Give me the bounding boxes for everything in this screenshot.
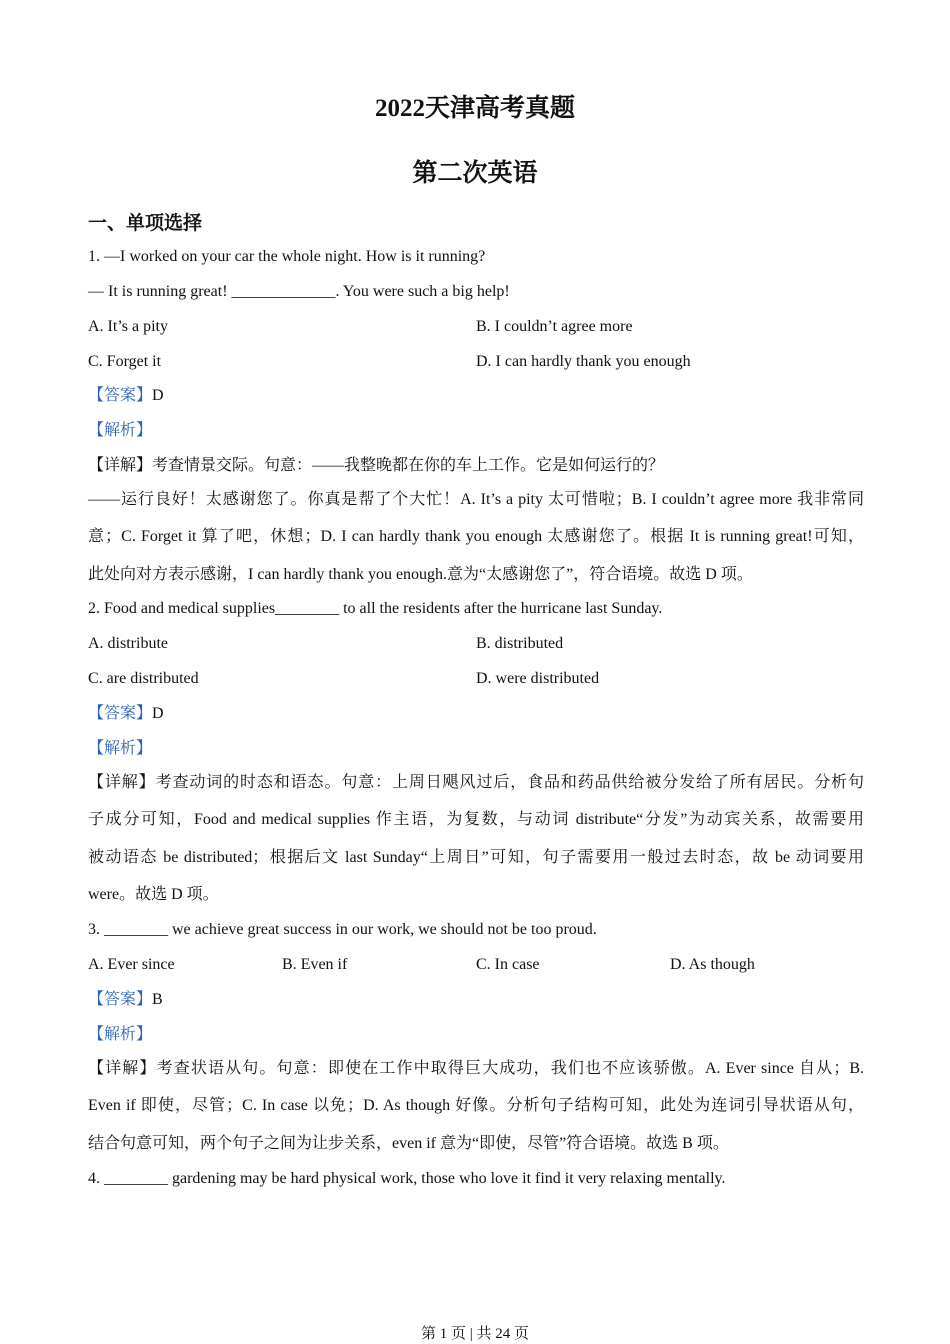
- q1-analysis: [88, 420, 864, 442]
- q2-detail-line-2: 子成分可知，Food and medical supplies 作主语，为复数，与动词 distribute“分发”为动宾关系，故需要用: [88, 811, 864, 828]
- q1-answer: [88, 385, 864, 407]
- q1-detail-line-3: 意；C. Forget it 算了吧，休想；D. I can hardly thank you enough 太感谢您了。根据 It is running great!可知，: [88, 528, 864, 545]
- q2-detail-line-3: 被动语态 be distributed；根据后文 last Sunday“上周日”可知，句子需要用一般过去时态，故 be 动词要用: [88, 849, 864, 866]
- q1-option-b: B. I couldn’t agree more: [476, 318, 633, 335]
- q3-analysis: [88, 1024, 864, 1046]
- answer-tag: 【答案】: [88, 387, 153, 404]
- q2-detail-line-1: [88, 772, 864, 794]
- q1-stem-line-2: — It is running great! _____________. You were such a big help!: [88, 283, 510, 300]
- analysis-tag: 【解析】: [88, 422, 153, 439]
- q3-answer: [88, 989, 864, 1011]
- q3-option-d: D. As though: [670, 956, 755, 973]
- q3-option-a: A. Ever since: [88, 956, 175, 973]
- q3-detail-line-2: Even if 即使，尽管；C. In case 以免；D. As though 好像。分析句子结构可知，此处为连词引导状语从句，: [88, 1097, 864, 1114]
- q1-detail-line-1: [88, 455, 864, 477]
- q1-detail-line-2: ——运行良好！太感谢您了。你真是帮了个大忙！A. It’s a pity 太可惜啦；B. I couldn’t agree more 我非常同: [88, 491, 864, 508]
- q3-stem: 3. ________ we achieve great success in our work, we should not be too proud.: [88, 921, 597, 938]
- q2-option-a: A. distribute: [88, 635, 168, 652]
- answer-value: B: [152, 991, 163, 1008]
- q3-option-b: B. Even if: [282, 956, 348, 973]
- section-heading: 一、单项选择: [88, 213, 203, 234]
- detail-text: 考查动词的时态和语态。句意：上周日飓风过后，食品和药品供给被分发给了所有居民。分析句: [155, 774, 864, 791]
- q3-option-c: C. In case: [476, 956, 540, 973]
- q2-detail-line-4: were。故选 D 项。: [88, 886, 219, 903]
- analysis-tag: 【解析】: [88, 1026, 153, 1043]
- q1-option-c: C. Forget it: [88, 353, 162, 370]
- q4-stem: 4. ________ gardening may be hard physical work, those who love it find it very relaxing mentally.: [88, 1170, 726, 1187]
- page-footer: 第 1 页 | 共 24 页: [420, 1326, 529, 1342]
- q2-option-b: B. distributed: [476, 635, 564, 652]
- q2-option-d: D. were distributed: [476, 670, 600, 687]
- q2-stem: 2. Food and medical supplies________ to all the residents after the hurricane last Sunday.: [88, 600, 663, 617]
- answer-value: D: [152, 705, 164, 722]
- detail-tag: 【详解】: [88, 774, 156, 791]
- detail-tag: 【详解】: [88, 457, 153, 474]
- q1-detail-line-4: 此处向对方表示感谢，I can hardly thank you enough.意为“太感谢您了”，符合语境。故选 D 项。: [88, 566, 753, 583]
- page-subtitle: 第二次英语: [412, 160, 538, 187]
- answer-value: D: [152, 387, 164, 404]
- q2-analysis: [88, 738, 864, 760]
- q2-answer: [88, 703, 864, 725]
- q1-option-a: A. It’s a pity: [88, 318, 168, 335]
- detail-text: 考查情景交际。句意：——我整晚都在你的车上工作。它是如何运行的？: [152, 457, 665, 474]
- q2-option-c: C. are distributed: [88, 670, 199, 687]
- q1-option-d: D. I can hardly thank you enough: [476, 353, 691, 370]
- q3-detail-line-1: [88, 1058, 864, 1080]
- analysis-tag: 【解析】: [88, 740, 153, 757]
- page-title: 2022天津高考真题: [374, 95, 575, 122]
- answer-tag: 【答案】: [88, 991, 153, 1008]
- detail-text: 考查状语从句。句意：即使在工作中取得巨大成功，我们也不应该骄傲。A. Ever since 自从；B.: [156, 1060, 864, 1077]
- q1-stem-line-1: 1. —I worked on your car the whole night. How is it running?: [88, 248, 486, 265]
- detail-tag: 【详解】: [88, 1060, 157, 1077]
- q3-detail-line-3: 结合句意可知，两个句子之间为让步关系，even if 意为“即使，尽管”符合语境。故选 B 项。: [88, 1135, 729, 1152]
- answer-tag: 【答案】: [88, 705, 153, 722]
